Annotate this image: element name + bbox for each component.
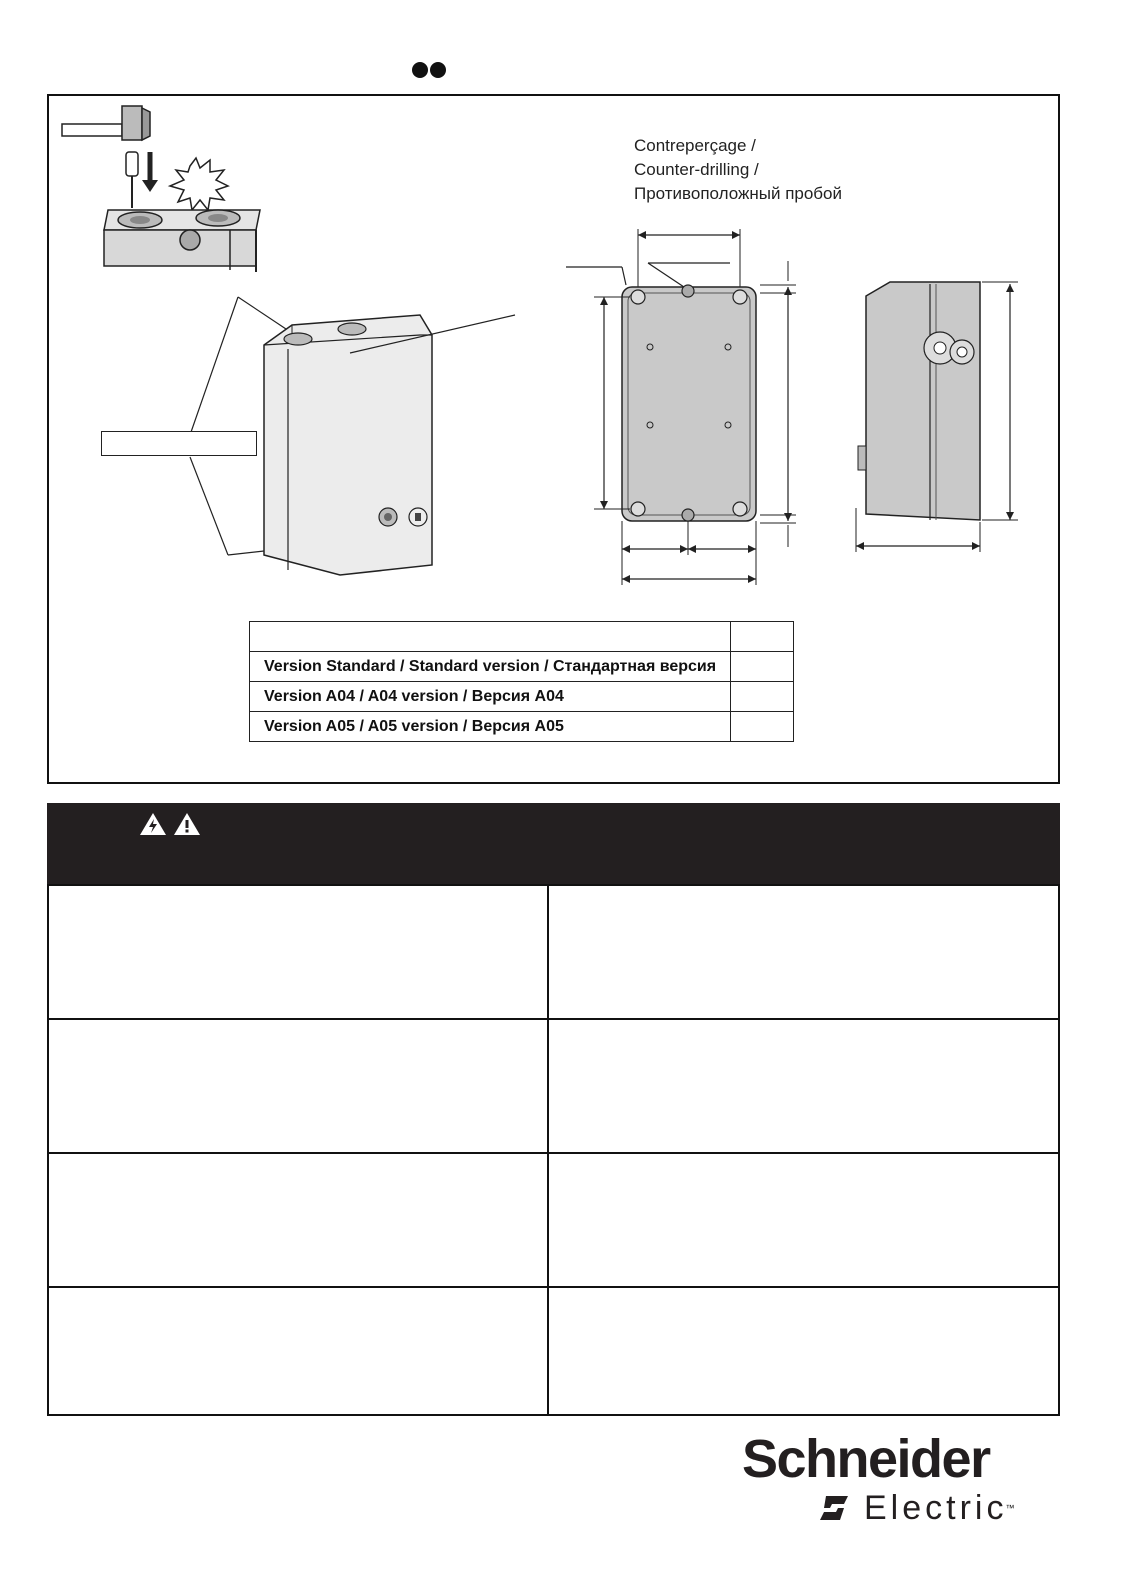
table-row — [250, 682, 794, 712]
version-code — [731, 682, 794, 712]
dot-icon — [430, 62, 446, 78]
grid-cell — [49, 1020, 549, 1154]
counter-drilling-label-ru: Противоположный пробой — [634, 184, 842, 203]
grid-cell — [549, 886, 1058, 1020]
logo-bottom-row — [818, 1490, 1060, 1526]
version-code — [731, 652, 794, 682]
grid-cell — [49, 886, 549, 1020]
counter-drilling-label-fr: Contreperçage / — [634, 136, 756, 155]
version-label: Version A04 / A04 version / Версия A04 — [250, 682, 731, 712]
header-dots — [412, 62, 446, 78]
enclosure-side-view-dimensioned — [850, 276, 1030, 556]
electric-hazard-icon — [139, 811, 167, 837]
table-header-row — [250, 622, 794, 652]
table-row — [250, 652, 794, 682]
version-label: Version A05 / A05 version / Версия A05 — [250, 712, 731, 742]
warning-icon — [173, 811, 201, 837]
grid-cell — [549, 1288, 1058, 1414]
grid-cell — [549, 1020, 1058, 1154]
counter-drilling-label-en: Counter-drilling / — [634, 160, 759, 179]
logo-wordmark-schneider: Schneider — [742, 1429, 990, 1489]
version-code — [731, 712, 794, 742]
grid-cell — [49, 1154, 549, 1288]
warning-icons — [139, 811, 201, 837]
logo-wordmark-electric: Electric — [864, 1489, 1008, 1527]
table-header-cell — [250, 622, 731, 652]
enclosure-back-view-dimensioned — [560, 225, 810, 590]
safety-instructions-grid — [47, 884, 1060, 1416]
callout-box — [101, 431, 257, 456]
dot-icon — [412, 62, 428, 78]
versions-table — [249, 621, 794, 742]
trademark-symbol: ™ — [1005, 1503, 1015, 1513]
table-header-code-cell — [731, 622, 794, 652]
table-row — [250, 712, 794, 742]
grid-cell — [49, 1288, 549, 1414]
life-is-on-icon — [818, 1490, 856, 1526]
schneider-electric-logo — [742, 1429, 1060, 1527]
counter-drilling-label — [634, 134, 842, 206]
knockout-illustration — [60, 100, 290, 280]
grid-cell — [549, 1154, 1058, 1288]
version-label: Version Standard / Standard version / Стандартная версия — [250, 652, 731, 682]
